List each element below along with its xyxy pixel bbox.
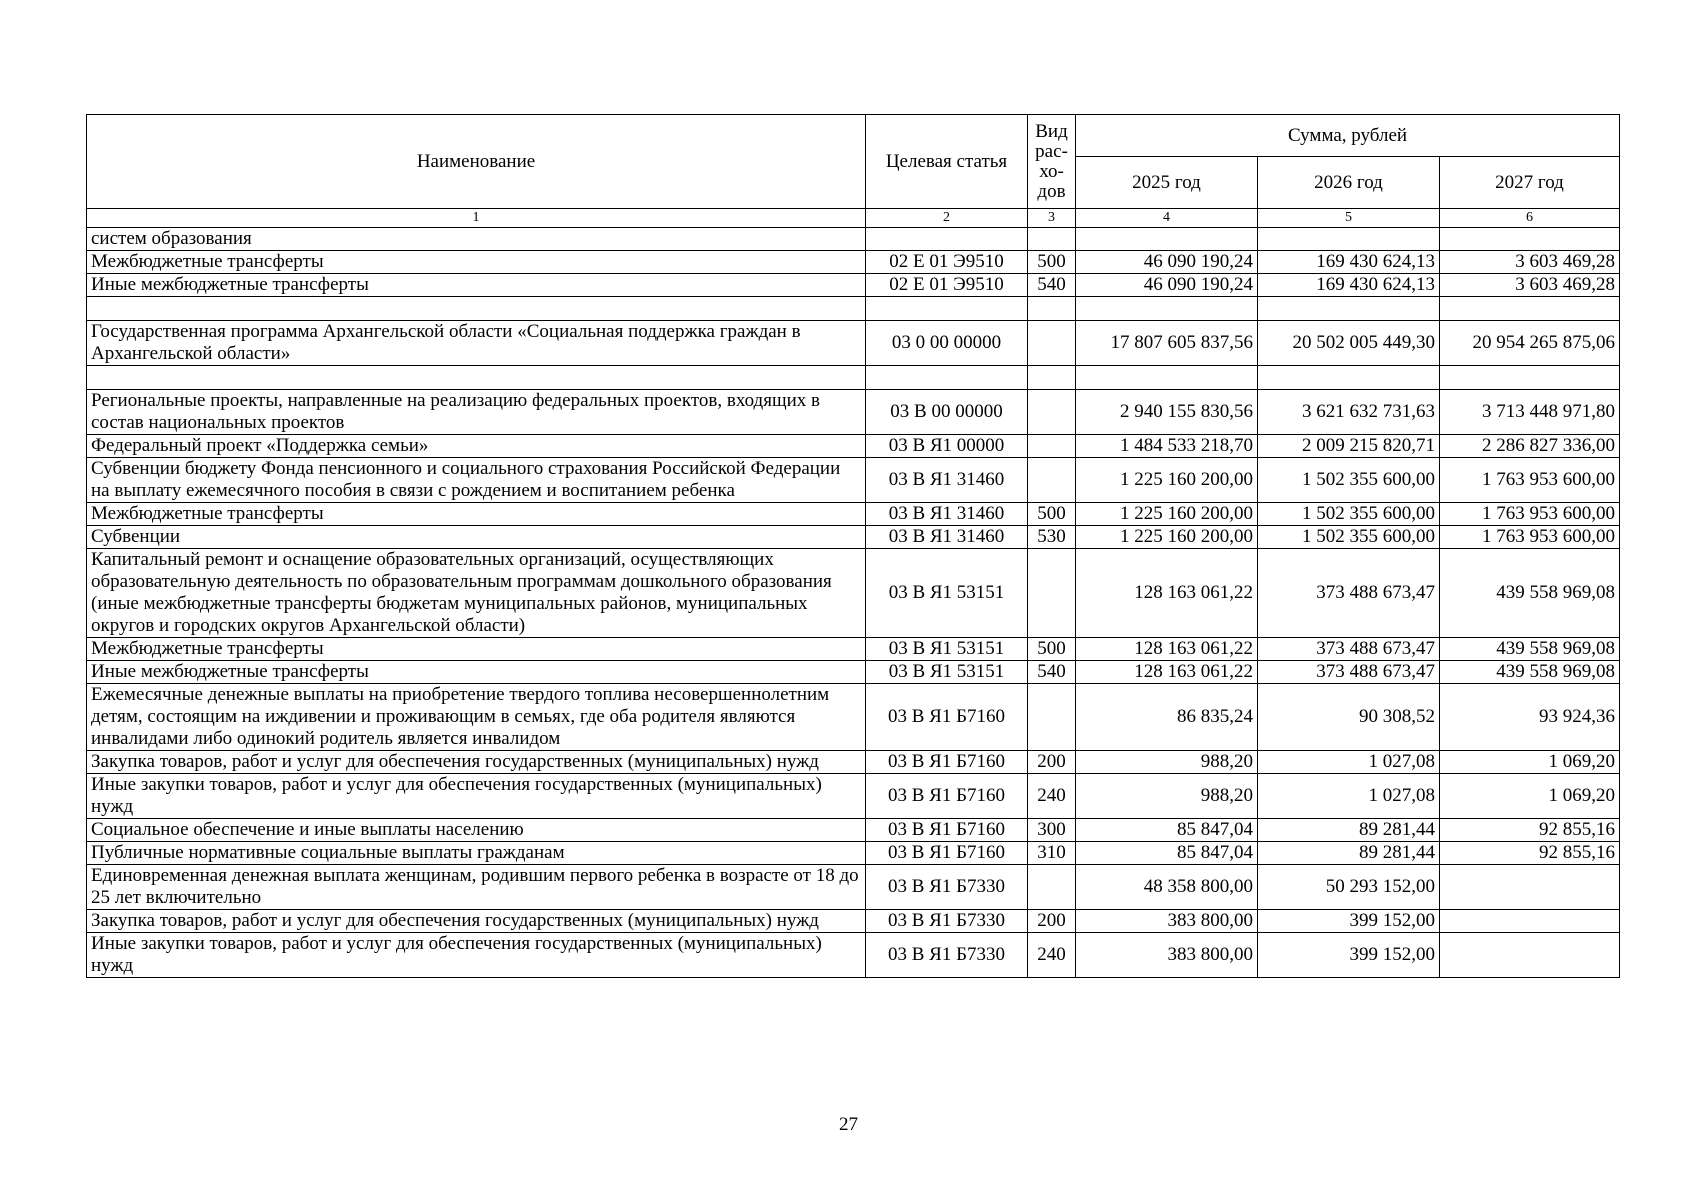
row-amount-2027: 1 763 953 600,00 bbox=[1440, 503, 1620, 526]
row-amount-2025: 988,20 bbox=[1076, 751, 1258, 774]
row-target-article: 03 В Я1 31460 bbox=[866, 458, 1028, 503]
spacer-row bbox=[87, 366, 1620, 390]
row-amount-2026: 50 293 152,00 bbox=[1258, 865, 1440, 910]
row-target-article: 03 В Я1 Б7330 bbox=[866, 865, 1028, 910]
column-number: 1 bbox=[87, 209, 866, 228]
row-amount-2026: 1 502 355 600,00 bbox=[1258, 458, 1440, 503]
table-row bbox=[87, 819, 1620, 842]
column-number: 2 bbox=[866, 209, 1028, 228]
row-name: Единовременная денежная выплата женщинам, родившим первого ребенка в возрасте от 18 до 25 лет включительно bbox=[87, 865, 866, 910]
row-target-article: 02 Е 01 Э9510 bbox=[866, 251, 1028, 274]
row-amount-2025: 383 800,00 bbox=[1076, 910, 1258, 933]
row-expense-type bbox=[1028, 435, 1076, 458]
row-amount-2025: 86 835,24 bbox=[1076, 684, 1258, 751]
row-name: Субвенции бюджету Фонда пенсионного и социального страхования Российской Федерации на выплату ежемесячного пособия в связи с рождением и воспитанием ребенка bbox=[87, 458, 866, 503]
row-amount-2026 bbox=[1258, 366, 1440, 390]
row-amount-2027: 1 069,20 bbox=[1440, 774, 1620, 819]
row-name: Межбюджетные трансферты bbox=[87, 638, 866, 661]
row-amount-2026: 1 502 355 600,00 bbox=[1258, 526, 1440, 549]
row-target-article: 03 В Я1 31460 bbox=[866, 526, 1028, 549]
row-amount-2027: 439 558 969,08 bbox=[1440, 638, 1620, 661]
row-target-article: 02 Е 01 Э9510 bbox=[866, 274, 1028, 297]
row-amount-2027: 439 558 969,08 bbox=[1440, 661, 1620, 684]
row-amount-2026: 89 281,44 bbox=[1258, 842, 1440, 865]
row-amount-2027: 3 603 469,28 bbox=[1440, 274, 1620, 297]
row-amount-2027: 3 713 448 971,80 bbox=[1440, 390, 1620, 435]
row-amount-2027 bbox=[1440, 910, 1620, 933]
row-expense-type: 540 bbox=[1028, 661, 1076, 684]
row-name: Федеральный проект «Поддержка семьи» bbox=[87, 435, 866, 458]
row-amount-2025: 1 225 160 200,00 bbox=[1076, 526, 1258, 549]
column-number: 6 bbox=[1440, 209, 1620, 228]
row-amount-2027: 92 855,16 bbox=[1440, 819, 1620, 842]
row-target-article: 03 В Я1 Б7330 bbox=[866, 933, 1028, 978]
row-expense-type: 300 bbox=[1028, 819, 1076, 842]
row-amount-2026: 373 488 673,47 bbox=[1258, 661, 1440, 684]
row-amount-2026: 399 152,00 bbox=[1258, 910, 1440, 933]
table-body bbox=[87, 228, 1620, 978]
row-amount-2026: 1 027,08 bbox=[1258, 751, 1440, 774]
row-name: Иные закупки товаров, работ и услуг для обеспечения государственных (муниципальных) нужд bbox=[87, 774, 866, 819]
row-expense-type: 500 bbox=[1028, 503, 1076, 526]
row-expense-type: 200 bbox=[1028, 751, 1076, 774]
table-row bbox=[87, 684, 1620, 751]
row-expense-type bbox=[1028, 321, 1076, 366]
row-target-article: 03 В Я1 Б7160 bbox=[866, 819, 1028, 842]
row-amount-2025: 128 163 061,22 bbox=[1076, 638, 1258, 661]
row-expense-type: 500 bbox=[1028, 638, 1076, 661]
table-row bbox=[87, 638, 1620, 661]
row-amount-2027: 1 763 953 600,00 bbox=[1440, 458, 1620, 503]
table-row bbox=[87, 526, 1620, 549]
row-amount-2027: 2 286 827 336,00 bbox=[1440, 435, 1620, 458]
row-name: Иные межбюджетные трансферты bbox=[87, 274, 866, 297]
row-amount-2025: 2 940 155 830,56 bbox=[1076, 390, 1258, 435]
row-amount-2026: 169 430 624,13 bbox=[1258, 274, 1440, 297]
row-amount-2026: 90 308,52 bbox=[1258, 684, 1440, 751]
row-target-article: 03 В Я1 Б7160 bbox=[866, 751, 1028, 774]
row-name: Капитальный ремонт и оснащение образовательных организаций, осуществляющих образовательную деятельность по образовательным программам дошкольного образования (иные межбюджетные трансферты бюджетам муниципальных районов, муниципальных округов и городских округов Архангельской области) bbox=[87, 549, 866, 638]
row-amount-2027: 1 763 953 600,00 bbox=[1440, 526, 1620, 549]
row-expense-type bbox=[1028, 549, 1076, 638]
header-year-2027: 2027 год bbox=[1440, 157, 1620, 209]
column-number: 4 bbox=[1076, 209, 1258, 228]
row-amount-2026 bbox=[1258, 228, 1440, 251]
row-expense-type: 200 bbox=[1028, 910, 1076, 933]
row-expense-type bbox=[1028, 684, 1076, 751]
row-amount-2027: 92 855,16 bbox=[1440, 842, 1620, 865]
row-target-article bbox=[866, 297, 1028, 321]
row-amount-2026: 399 152,00 bbox=[1258, 933, 1440, 978]
row-amount-2026: 2 009 215 820,71 bbox=[1258, 435, 1440, 458]
row-amount-2027 bbox=[1440, 228, 1620, 251]
table-row bbox=[87, 774, 1620, 819]
row-amount-2027: 3 603 469,28 bbox=[1440, 251, 1620, 274]
row-name bbox=[87, 297, 866, 321]
row-name bbox=[87, 366, 866, 390]
row-target-article bbox=[866, 228, 1028, 251]
row-amount-2026: 3 621 632 731,63 bbox=[1258, 390, 1440, 435]
row-target-article: 03 В Я1 00000 bbox=[866, 435, 1028, 458]
table-row bbox=[87, 321, 1620, 366]
row-name: Социальное обеспечение и иные выплаты населению bbox=[87, 819, 866, 842]
header-name: Наименование bbox=[87, 115, 866, 209]
table-row bbox=[87, 549, 1620, 638]
row-amount-2025: 17 807 605 837,56 bbox=[1076, 321, 1258, 366]
page-number: 27 bbox=[839, 1114, 858, 1135]
row-amount-2027: 1 069,20 bbox=[1440, 751, 1620, 774]
row-name: Региональные проекты, направленные на реализацию федеральных проектов, входящих в состав национальных проектов bbox=[87, 390, 866, 435]
spacer-row bbox=[87, 297, 1620, 321]
table-row bbox=[87, 390, 1620, 435]
row-target-article: 03 В Я1 53151 bbox=[866, 638, 1028, 661]
table-row bbox=[87, 842, 1620, 865]
row-name: Межбюджетные трансферты bbox=[87, 251, 866, 274]
row-amount-2026: 89 281,44 bbox=[1258, 819, 1440, 842]
row-expense-type bbox=[1028, 390, 1076, 435]
header-year-2026: 2026 год bbox=[1258, 157, 1440, 209]
header-year-2025: 2025 год bbox=[1076, 157, 1258, 209]
row-amount-2026: 373 488 673,47 bbox=[1258, 549, 1440, 638]
row-amount-2026: 373 488 673,47 bbox=[1258, 638, 1440, 661]
row-amount-2025: 1 225 160 200,00 bbox=[1076, 503, 1258, 526]
table-row bbox=[87, 503, 1620, 526]
row-target-article: 03 В Я1 Б7160 bbox=[866, 842, 1028, 865]
table-row bbox=[87, 435, 1620, 458]
row-expense-type bbox=[1028, 297, 1076, 321]
row-target-article: 03 В Я1 53151 bbox=[866, 549, 1028, 638]
row-expense-type bbox=[1028, 458, 1076, 503]
row-expense-type: 540 bbox=[1028, 274, 1076, 297]
budget-table bbox=[86, 114, 1620, 978]
row-amount-2026: 169 430 624,13 bbox=[1258, 251, 1440, 274]
row-amount-2026: 1 502 355 600,00 bbox=[1258, 503, 1440, 526]
header-sum: Сумма, рублей bbox=[1076, 115, 1620, 157]
row-amount-2027 bbox=[1440, 366, 1620, 390]
row-amount-2027 bbox=[1440, 933, 1620, 978]
row-expense-type: 240 bbox=[1028, 933, 1076, 978]
row-amount-2025: 46 090 190,24 bbox=[1076, 251, 1258, 274]
table-row bbox=[87, 933, 1620, 978]
row-name: Ежемесячные денежные выплаты на приобретение твердого топлива несовершеннолетним детям, состоящим на иждивении и проживающим в семьях, где оба родителя являются инвалидами либо одинокий родитель является инвалидом bbox=[87, 684, 866, 751]
table-row bbox=[87, 865, 1620, 910]
row-target-article: 03 В Я1 53151 bbox=[866, 661, 1028, 684]
row-name: Публичные нормативные социальные выплаты гражданам bbox=[87, 842, 866, 865]
row-expense-type: 240 bbox=[1028, 774, 1076, 819]
row-name: Субвенции bbox=[87, 526, 866, 549]
table-row bbox=[87, 910, 1620, 933]
row-target-article bbox=[866, 366, 1028, 390]
row-amount-2025: 1 225 160 200,00 bbox=[1076, 458, 1258, 503]
column-number: 3 bbox=[1028, 209, 1076, 228]
row-expense-type: 530 bbox=[1028, 526, 1076, 549]
row-amount-2025: 46 090 190,24 bbox=[1076, 274, 1258, 297]
row-amount-2025: 1 484 533 218,70 bbox=[1076, 435, 1258, 458]
row-amount-2026 bbox=[1258, 297, 1440, 321]
row-amount-2025: 85 847,04 bbox=[1076, 819, 1258, 842]
row-expense-type: 310 bbox=[1028, 842, 1076, 865]
header-target-article: Целевая статья bbox=[866, 115, 1028, 209]
row-amount-2025: 128 163 061,22 bbox=[1076, 549, 1258, 638]
row-amount-2025 bbox=[1076, 366, 1258, 390]
row-amount-2025: 48 358 800,00 bbox=[1076, 865, 1258, 910]
row-name: Иные закупки товаров, работ и услуг для обеспечения государственных (муниципальных) нужд bbox=[87, 933, 866, 978]
table-row bbox=[87, 228, 1620, 251]
table-row bbox=[87, 274, 1620, 297]
column-number: 5 bbox=[1258, 209, 1440, 228]
row-amount-2027: 20 954 265 875,06 bbox=[1440, 321, 1620, 366]
row-name: Межбюджетные трансферты bbox=[87, 503, 866, 526]
row-name: Государственная программа Архангельской области «Социальная поддержка граждан в Архангельской области» bbox=[87, 321, 866, 366]
row-amount-2027 bbox=[1440, 297, 1620, 321]
row-expense-type: 500 bbox=[1028, 251, 1076, 274]
row-expense-type bbox=[1028, 366, 1076, 390]
row-target-article: 03 В Я1 Б7160 bbox=[866, 684, 1028, 751]
row-target-article: 03 В Я1 31460 bbox=[866, 503, 1028, 526]
row-amount-2025 bbox=[1076, 297, 1258, 321]
row-amount-2026: 1 027,08 bbox=[1258, 774, 1440, 819]
row-name: Закупка товаров, работ и услуг для обеспечения государственных (муниципальных) нужд bbox=[87, 910, 866, 933]
row-amount-2025: 383 800,00 bbox=[1076, 933, 1258, 978]
row-amount-2026: 20 502 005 449,30 bbox=[1258, 321, 1440, 366]
table-row bbox=[87, 458, 1620, 503]
table-row bbox=[87, 751, 1620, 774]
table-row bbox=[87, 661, 1620, 684]
row-name: систем образования bbox=[87, 228, 866, 251]
table-row bbox=[87, 251, 1620, 274]
header-expense-type: Вид рас-хо-дов bbox=[1028, 115, 1076, 209]
row-target-article: 03 0 00 00000 bbox=[866, 321, 1028, 366]
row-amount-2027: 93 924,36 bbox=[1440, 684, 1620, 751]
row-expense-type bbox=[1028, 228, 1076, 251]
row-amount-2027: 439 558 969,08 bbox=[1440, 549, 1620, 638]
row-name: Иные межбюджетные трансферты bbox=[87, 661, 866, 684]
row-target-article: 03 В Я1 Б7160 bbox=[866, 774, 1028, 819]
row-expense-type bbox=[1028, 865, 1076, 910]
row-amount-2025: 988,20 bbox=[1076, 774, 1258, 819]
row-amount-2025: 85 847,04 bbox=[1076, 842, 1258, 865]
row-amount-2025 bbox=[1076, 228, 1258, 251]
row-amount-2027 bbox=[1440, 865, 1620, 910]
row-target-article: 03 В 00 00000 bbox=[866, 390, 1028, 435]
row-amount-2025: 128 163 061,22 bbox=[1076, 661, 1258, 684]
row-name: Закупка товаров, работ и услуг для обеспечения государственных (муниципальных) нужд bbox=[87, 751, 866, 774]
row-target-article: 03 В Я1 Б7330 bbox=[866, 910, 1028, 933]
